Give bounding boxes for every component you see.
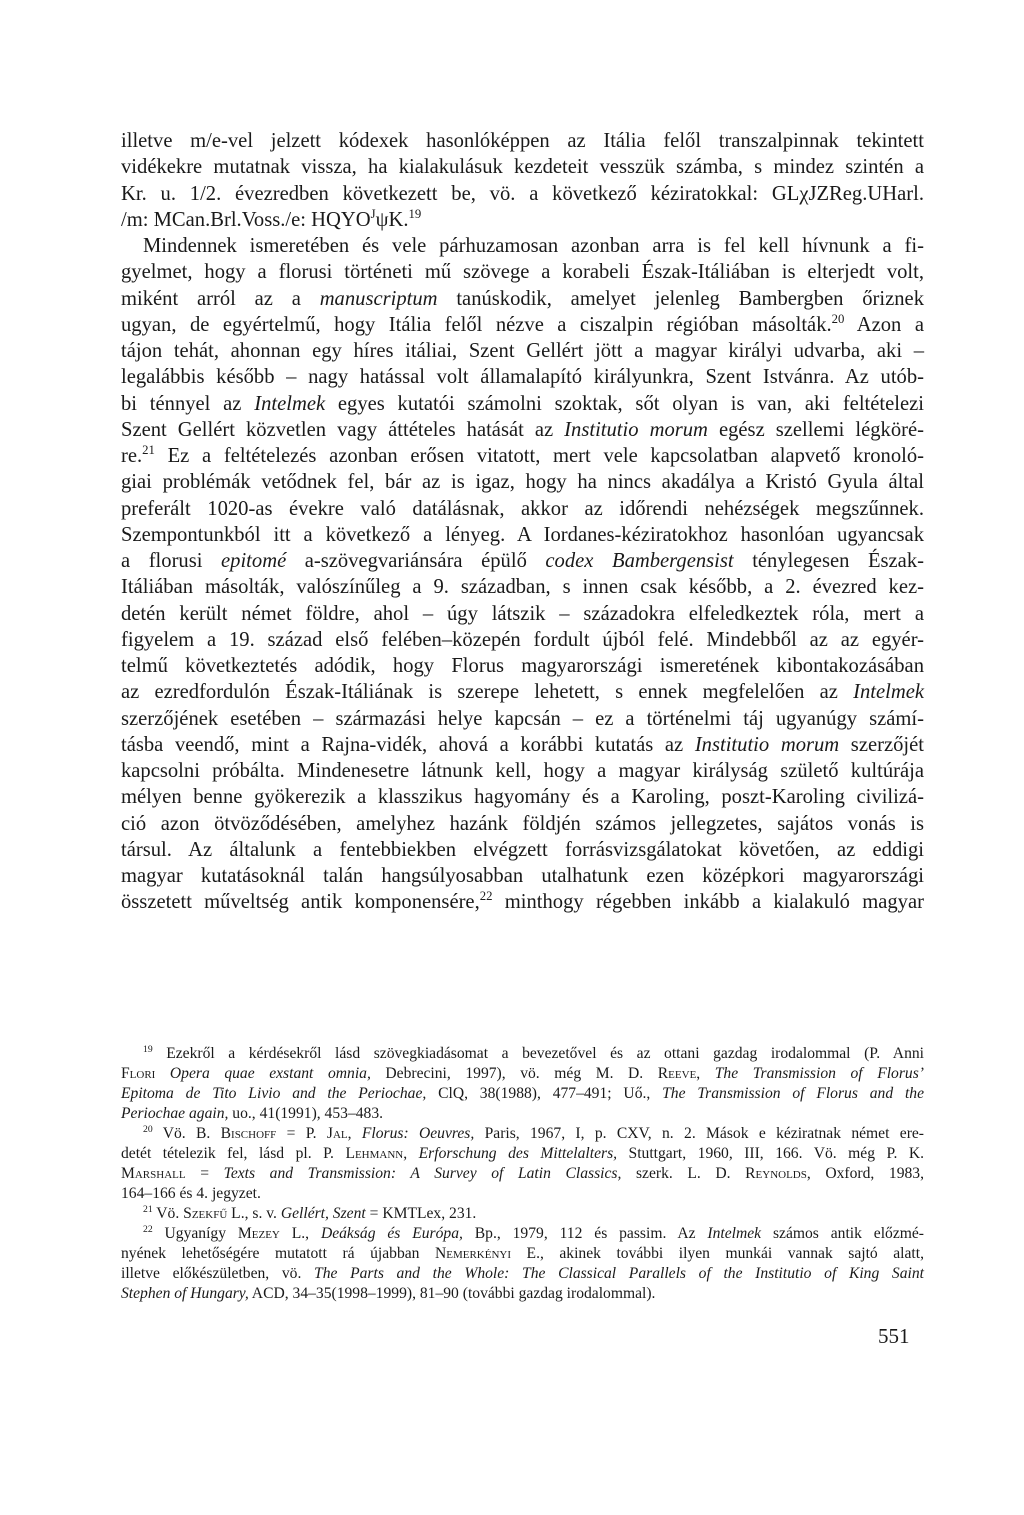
- italic-title: Stephen of Hungary,: [121, 1285, 249, 1302]
- text-line: [121, 548, 924, 574]
- footnote-text: szerk. L. D.: [621, 1165, 746, 1182]
- footnotes: [121, 1044, 924, 1304]
- text-line: [121, 312, 924, 338]
- footnote-text: számos antik előzmé-: [761, 1225, 924, 1242]
- footnote-text: 164–166 és 4. jegyzet.: [121, 1185, 261, 1202]
- line-text: tájon tehát, ahonnan egy híres itáliai, Szent Gellért jött a magyar királyi udvarba, aki –: [121, 340, 924, 362]
- footnote-text: Vö. B.: [152, 1125, 221, 1142]
- line-text: Kr. u. 1/2. évezredben következett be, vö. a következő kéziratokkal: GLχJZReg.UHarl.: [121, 182, 924, 205]
- line-text: összetett műveltség antik komponensére,: [121, 891, 480, 914]
- italic-title: Opera quae exstant omnia,: [155, 1065, 371, 1082]
- italic-title: Epitoma de Tito Livio and the Periochae,: [121, 1085, 427, 1102]
- line-text: Ez a feltételezés azonban erősen vitatott, mert vele kapcsolatban alapvető kronoló-: [154, 445, 924, 467]
- footnote-text: Oxford, 1983,: [810, 1165, 924, 1182]
- italic-term: epitomé: [221, 550, 287, 572]
- footnote-line: [121, 1244, 924, 1264]
- footnote-line: [121, 1224, 924, 1244]
- line-text: detén került német földre, ahol – úgy látszik – századokra elfeledkeztek róla, mert a: [121, 602, 924, 625]
- line-text: tásba veendő, mint a Rajna-vidék, ahová a korábbi kutatás az: [121, 733, 695, 756]
- footnote-ref-20: 20: [831, 311, 845, 326]
- line-text: legalábbis később – nagy hatással volt államalapító királyunkra, Szent Istvánra. Az utób-: [121, 366, 924, 389]
- text-line: [121, 627, 924, 653]
- text-line: [121, 128, 924, 154]
- text-line: [121, 417, 924, 443]
- line-text: gyelmet, hogy a florusi történeti mű szövege a korabeli Észak-Itáliában is elterjedt volt,: [121, 261, 924, 284]
- line-text: szerzőjének esetében – származási helye kapcsán – ez a történelmi táj ugyanúgy számí-: [121, 707, 924, 730]
- line-text: szerzőjét: [839, 733, 924, 756]
- line-text: társul. Az általunk a fentebbiekben elvégzett forrásvizsgálatokat követően, az eddigi: [121, 838, 924, 861]
- line-text: telmű következtetés adódik, hogy Florus magyarországi ismeretének kibontakozásában: [121, 655, 924, 677]
- author-name: Szekfű: [183, 1205, 228, 1222]
- footnote-text: = KMTLex, 231.: [365, 1205, 477, 1222]
- text-line: [121, 496, 924, 522]
- line-text: egyes kutatói számolni szoktak, sőt olyan is van, aki feltételezi: [325, 392, 924, 415]
- footnote-text: detét tételezik fel, lásd pl. P.: [121, 1145, 346, 1162]
- text-line: [121, 601, 924, 627]
- italic-title: Texts and Transmission: A Survey of Latin Classics,: [223, 1165, 622, 1182]
- footnote-line: [121, 1064, 924, 1084]
- italic-term: Intelmek: [853, 681, 924, 704]
- text-line: [121, 154, 924, 180]
- italic-title: Florus: Oeuvres,: [351, 1125, 475, 1142]
- text-line: [121, 758, 924, 784]
- line-text: egész szellemi légköré-: [707, 418, 924, 441]
- superscript: J: [370, 206, 376, 221]
- line-text: re.: [121, 445, 143, 467]
- line-text: bi ténnyel az: [121, 392, 255, 415]
- text-line: [121, 338, 924, 364]
- line-text: Szent Gellért közvetlen vagy áttételes hatását az: [121, 418, 565, 441]
- line-text: preferált 1020-as évekre való datálásnak, akkor az időrendi nehézségek megszűnnek.: [121, 497, 924, 520]
- line-text: Mindennek ismeretében és vele párhuzamosan azonban arra is fel kell hívnunk a fi-: [143, 235, 924, 257]
- footnote-number: 21: [143, 1204, 153, 1216]
- italic-title: Intelmek: [707, 1225, 762, 1242]
- text-line: [121, 837, 924, 863]
- line-text: ugyan, de egyértelmű, hogy Itália felől nézve a ciszalpin régióban másolták.: [121, 313, 832, 336]
- italic-term: codex Bambergensist: [545, 550, 734, 572]
- italic-title: The Parts and the Whole: The Classical Parallels of the Institutio of King Saint: [314, 1265, 924, 1282]
- footnote-text: L., s. v.: [227, 1205, 281, 1222]
- page-number: 551: [878, 1324, 910, 1348]
- footnote-text: Stuttgart, 1960, III, 166. Vö. még P. K.: [617, 1145, 924, 1162]
- footnote-line: [121, 1104, 924, 1124]
- footnote-ref-21: 21: [142, 443, 155, 458]
- line-text: ψK.: [375, 208, 409, 231]
- line-text: tanúskodik, amelyet jelenleg Bambergben őriznek: [437, 287, 924, 310]
- footnote-ref-19: 19: [408, 206, 422, 221]
- author-name: Marshall: [121, 1165, 186, 1182]
- line-text: /m: MCan.Brl.Voss./e: HQYO: [121, 208, 371, 231]
- text-line: [121, 522, 924, 548]
- footnote-line: [121, 1144, 924, 1164]
- text-line: [121, 653, 924, 679]
- italic-title: Gellért, Szent: [280, 1205, 366, 1222]
- italic-title: Periochae again,: [121, 1105, 229, 1122]
- text-line: [121, 286, 924, 312]
- footnote-line: [121, 1284, 924, 1304]
- line-text: illetve m/e-vel jelzett kódexek hasonlóképpen az Itália felől transzalpinnak tekintett: [121, 130, 924, 152]
- author-name: Reeve,: [657, 1065, 701, 1082]
- footnote-line: [121, 1204, 924, 1224]
- author-name: Reynolds,: [745, 1165, 811, 1182]
- text-line: [121, 706, 924, 732]
- italic-title: The Transmission of Florus and the: [662, 1085, 924, 1102]
- text-line: [121, 364, 924, 390]
- footnote-number: 19: [143, 1044, 153, 1056]
- footnote-text: Debrecini, 1997), vö. még M. D.: [370, 1065, 658, 1082]
- italic-title: Erforschung des Mittelalters,: [407, 1145, 618, 1162]
- footnote-line: [121, 1164, 924, 1184]
- line-text: figyelem a 19. század első felében–közepén fordult újból felé. Mindebből az az egyér-: [121, 628, 924, 651]
- footnote-text: ACD, 34–35(1998–1999), 81–90 (további gazdag irodalommal).: [248, 1285, 656, 1302]
- line-text: minthogy régebben inkább a kialakuló magyar: [492, 891, 924, 914]
- text-line: [121, 784, 924, 810]
- author-name: Nemerkényi: [434, 1245, 512, 1262]
- italic-title: Deákság és Európa,: [320, 1225, 463, 1242]
- footnote-text: uo., 41(1991), 453–483.: [228, 1105, 384, 1122]
- footnote-text: Vö.: [152, 1205, 184, 1222]
- italic-term: manuscriptum: [319, 287, 438, 310]
- line-text: ció azon ötvöződésében, amelyhez hazánk földjén számos jellegzetes, sajátos vonás is: [121, 812, 924, 835]
- author-name: Lehmann,: [345, 1145, 408, 1162]
- text-line: [121, 863, 924, 889]
- author-name: Flori: [121, 1065, 156, 1082]
- footnote-line: [121, 1124, 924, 1144]
- line-text: Itáliában másolták, valószínűleg a 9. században, s innen csak később, a 2. évezred kez-: [121, 576, 924, 599]
- italic-title: The Transmission of Florus’: [700, 1065, 924, 1082]
- line-text: vidékekre mutatnak vissza, ha kialakulásuk kezdeteit vesszük számba, s mindez szintén a: [121, 156, 924, 179]
- text-line: [121, 443, 924, 469]
- italic-term: Institutio morum: [564, 418, 708, 441]
- text-line: [121, 181, 924, 207]
- footnote-text: ClQ, 38(1988), 477–491; Uő.,: [426, 1085, 663, 1102]
- footnote-line: [121, 1264, 924, 1284]
- author-name: Jal,: [326, 1125, 352, 1142]
- line-text: ténylegesen Észak-: [733, 550, 924, 572]
- footnote-line: [121, 1084, 924, 1104]
- italic-term: Intelmek: [254, 392, 326, 415]
- footnote-text: E., akinek további ilyen munkái vannak sajtó alatt,: [511, 1245, 924, 1262]
- footnote-number: 20: [143, 1124, 153, 1136]
- footnote-text: L.,: [279, 1225, 321, 1242]
- line-text: a florusi: [121, 550, 222, 572]
- line-text: magyar kutatásoknál talán hangsúlyosabban utalhatunk ezen középkori magyarországi: [121, 865, 924, 887]
- text-line: [121, 889, 924, 915]
- footnote-text: = P.: [276, 1125, 327, 1142]
- text-line: [121, 207, 924, 233]
- line-text: az ezredfordulón Észak-Itáliának is szerepe lehetett, s ennek megfelelően az: [121, 681, 854, 704]
- footnote-text: illetve előkészületben, vö.: [121, 1265, 315, 1282]
- text-line: [121, 469, 924, 495]
- italic-term: Institutio morum: [694, 733, 840, 756]
- footnote-text: nyének lehetőségére mutatott rá újabban: [121, 1245, 435, 1262]
- text-line: [121, 732, 924, 758]
- footnote-text: Ugyanígy: [152, 1225, 238, 1242]
- text-line: [121, 391, 924, 417]
- footnote-text: =: [185, 1165, 224, 1182]
- line-text: miként arról az a: [121, 287, 320, 310]
- footnote-text: Ezekről a kérdésekről lásd szövegkiadásomat a bevezetővel és az ottani gazdag irodalommal (P. Anni: [152, 1045, 924, 1062]
- line-text: Szempontunkból itt a következő a lényeg. A Iordanes-kéziratokhoz hasonlóan ugyancsak: [121, 523, 924, 546]
- line-text: kapcsolni próbálta. Mindenesetre látnunk kell, hogy a magyar királyság születő kultúrája: [121, 760, 924, 782]
- main-text: [121, 128, 924, 916]
- line-text: mélyen benne gyökerezik a klasszikus hagyomány és a Karoling, poszt-Karoling civilizá-: [121, 786, 924, 809]
- line-text: a-szövegvariánsára épülő: [286, 550, 546, 572]
- line-text: giai problémák vetődnek fel, bár az is igaz, hogy ha nincs akadálya a Kristó Gyula által: [121, 471, 924, 494]
- footnote-number: 22: [143, 1224, 153, 1236]
- text-line: [121, 574, 924, 600]
- text-line: [121, 233, 924, 259]
- footnote-line: [121, 1184, 924, 1204]
- footnote-text: Bp., 1979, 112 és passim. Az: [462, 1225, 708, 1242]
- text-line: [121, 259, 924, 285]
- author-name: Mezey: [237, 1225, 280, 1242]
- line-text: Azon a: [844, 313, 924, 336]
- text-line: [121, 811, 924, 837]
- text-line: [121, 679, 924, 705]
- footnote-ref-22: 22: [479, 889, 493, 904]
- footnote-text: Paris, 1967, I, p. CXV, n. 2. Mások e kéziratnak német ere-: [474, 1125, 924, 1142]
- footnote-line: [121, 1044, 924, 1064]
- author-name: Bischoff: [220, 1125, 277, 1142]
